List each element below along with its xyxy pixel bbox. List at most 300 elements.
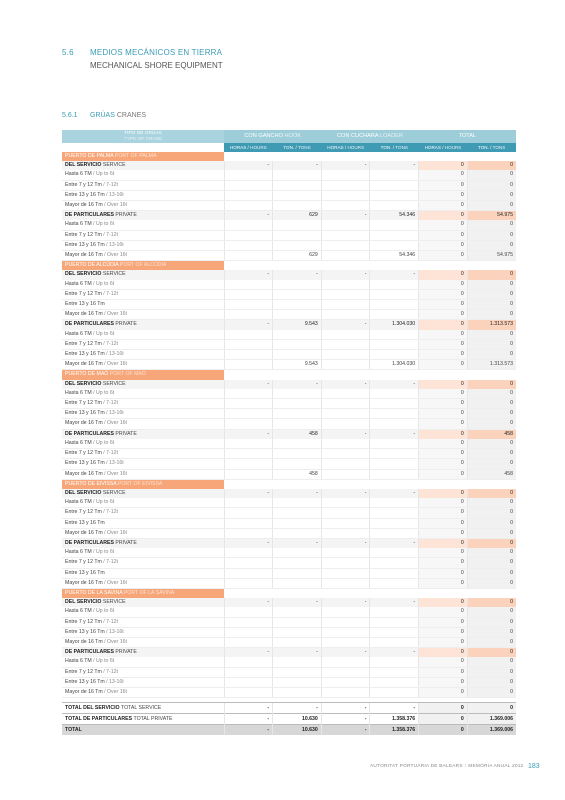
table-cell: 1.304.030: [370, 360, 419, 370]
table-cell: 0: [467, 449, 516, 459]
table-cell: 0: [419, 607, 468, 617]
table-cell: 0: [419, 310, 468, 320]
table-cell: -: [321, 270, 370, 279]
table-cell: 458: [273, 429, 322, 439]
table-cell: 0: [419, 627, 468, 637]
table-row: [62, 459, 516, 469]
table-cell: [370, 220, 419, 230]
table-cell: [370, 607, 419, 617]
table-cell: [370, 180, 419, 190]
table-cell: 458: [273, 469, 322, 479]
table-row: [62, 558, 516, 568]
table-cell: -: [321, 211, 370, 221]
table-row: [62, 518, 516, 528]
table-cell: [224, 459, 273, 469]
table-cell: [273, 220, 322, 230]
table-cell: [370, 667, 419, 677]
table-cell: 1.369.006: [467, 725, 516, 736]
col-header-hours: HORAS / HOURS: [419, 143, 468, 152]
category-label: DE PARTICULARES PRIVATE: [62, 320, 224, 330]
table-cell: [321, 360, 370, 370]
table-cell: -: [321, 489, 370, 498]
table-cell: [321, 637, 370, 647]
table-cell: [370, 230, 419, 240]
table-cell: [273, 330, 322, 340]
table-cell: [370, 300, 419, 310]
table-cell: [224, 399, 273, 409]
table-cell: [321, 220, 370, 230]
table-cell: 0: [467, 350, 516, 360]
table-cell: -: [224, 725, 273, 736]
table-row: [62, 449, 516, 459]
table-cell: [321, 657, 370, 667]
row-label: Entre 7 y 12 Tm / 7-12t: [62, 508, 224, 518]
table-row: [62, 251, 516, 261]
row-label: Hasta 6 TM / Up to 6t: [62, 607, 224, 617]
table-cell: [224, 310, 273, 320]
row-label: Entre 7 y 12 Tm / 7-12t: [62, 558, 224, 568]
table-cell: 0: [419, 230, 468, 240]
table-cell: 0: [467, 607, 516, 617]
table-cell: 0: [419, 270, 468, 279]
row-label: Entre 13 y 16 Tm / 13-16t: [62, 350, 224, 360]
table-cell: [224, 548, 273, 558]
table-cell: [321, 568, 370, 578]
table-cell: [370, 617, 419, 627]
table-cell: -: [321, 703, 370, 714]
table-cell: [321, 409, 370, 419]
table-cell: 1.313.573: [467, 320, 516, 330]
table-cell: [321, 180, 370, 190]
table-cell: 0: [467, 180, 516, 190]
table-cell: 0: [419, 339, 468, 349]
table-cell: -: [370, 429, 419, 439]
table-cell: 0: [419, 703, 468, 714]
table-cell: [273, 687, 322, 697]
row-label: Entre 7 y 12 Tm / 7-12t: [62, 399, 224, 409]
port-row: [62, 261, 516, 271]
row-label: Entre 7 y 12 Tm / 7-12t: [62, 339, 224, 349]
row-label: Entre 13 y 16 Tm / 13-16t: [62, 240, 224, 250]
row-label: Hasta 6 TM / Up to 6t: [62, 498, 224, 508]
table-cell: [321, 687, 370, 697]
table-cell: [321, 251, 370, 261]
group-header-hook: CON GANCHO HOOK: [224, 130, 321, 143]
table-cell: -: [224, 270, 273, 279]
table-row: [62, 240, 516, 250]
table-cell: 0: [467, 568, 516, 578]
table-cell: [321, 350, 370, 360]
table-cell: [224, 180, 273, 190]
table-cell: [224, 220, 273, 230]
table-cell: [273, 419, 322, 429]
table-cell: [321, 677, 370, 687]
table-cell: -: [224, 161, 273, 170]
table-cell: [273, 389, 322, 399]
table-cell: 0: [467, 399, 516, 409]
category-label: DE PARTICULARES PRIVATE: [62, 211, 224, 221]
row-label: Entre 7 y 12 Tm / 7-12t: [62, 230, 224, 240]
table-cell: [224, 339, 273, 349]
table-cell: [224, 280, 273, 290]
table-cell: 0: [419, 190, 468, 200]
table-cell: 0: [467, 578, 516, 588]
table-row: [62, 190, 516, 200]
row-label: Entre 13 y 16 Tm / 13-16t: [62, 627, 224, 637]
row-label: Mayor de 16 Tm / Over 16t: [62, 578, 224, 588]
table-cell: 0: [467, 518, 516, 528]
table-cell: [370, 637, 419, 647]
type-of-crane-header: TIPO DE GRÚAS TYPE OF CRANE: [62, 130, 224, 143]
table-row: [62, 201, 516, 211]
table-cell: 0: [419, 578, 468, 588]
table-row: [62, 687, 516, 697]
row-label: Entre 13 y 16 Tm / 13-16t: [62, 459, 224, 469]
table-cell: [370, 627, 419, 637]
table-cell: -: [370, 703, 419, 714]
table-row: [62, 439, 516, 449]
table-cell: [370, 310, 419, 320]
table-cell: 0: [419, 637, 468, 647]
table-row: [62, 548, 516, 558]
table-cell: 0: [419, 389, 468, 399]
table-cell: [273, 558, 322, 568]
table-cell: 0: [467, 598, 516, 607]
table-row: [62, 389, 516, 399]
table-cell: -: [273, 703, 322, 714]
table-cell: 0: [419, 300, 468, 310]
table-cell: 1.358.376: [370, 714, 419, 725]
table-cell: -: [370, 270, 419, 279]
table-cell: -: [224, 429, 273, 439]
port-name: PUERTO DE MAÓ PORT OF MAÓ: [62, 370, 224, 380]
table-cell: 0: [467, 220, 516, 230]
table-cell: 0: [419, 508, 468, 518]
table-cell: 458: [467, 429, 516, 439]
table-row: [62, 469, 516, 479]
col-header-tons: TON. / TONS: [273, 143, 322, 152]
table-cell: 0: [467, 558, 516, 568]
row-label: Mayor de 16 Tm / Over 16t: [62, 528, 224, 538]
table-cell: [224, 528, 273, 538]
table-cell: [273, 627, 322, 637]
total-row: [62, 714, 516, 725]
table-cell: [224, 439, 273, 449]
table-cell: 9.543: [273, 360, 322, 370]
table-cell: [224, 289, 273, 299]
table-cell: [224, 469, 273, 479]
table-cell: 0: [467, 637, 516, 647]
table-cell: [273, 548, 322, 558]
table-cell: [273, 459, 322, 469]
category-label: DE PARTICULARES PRIVATE: [62, 648, 224, 658]
table-cell: 1.358.376: [370, 725, 419, 736]
table-cell: 0: [467, 330, 516, 340]
table-cell: 0: [419, 320, 468, 330]
table-cell: 0: [467, 459, 516, 469]
table-cell: -: [273, 380, 322, 389]
table-cell: 0: [419, 648, 468, 658]
table-cell: [273, 201, 322, 211]
table-row: [62, 220, 516, 230]
table-cell: -: [224, 489, 273, 498]
port-name: PUERTO DE EIVISSA PORT OF EIVISSA: [62, 479, 224, 489]
table-cell: -: [321, 648, 370, 658]
subsection-title-en: CRANES: [116, 112, 147, 119]
table-cell: [273, 170, 322, 180]
table-cell: 0: [467, 230, 516, 240]
table-cell: [224, 568, 273, 578]
table-cell: 0: [419, 280, 468, 290]
table-cell: 0: [419, 180, 468, 190]
table-cell: 10.630: [273, 725, 322, 736]
table-cell: [224, 498, 273, 508]
table-cell: -: [224, 648, 273, 658]
table-cell: -: [370, 489, 419, 498]
table-cell: 0: [419, 667, 468, 677]
table-cell: [321, 230, 370, 240]
table-cell: 0: [419, 568, 468, 578]
table-cell: 0: [467, 617, 516, 627]
table-cell: 0: [467, 627, 516, 637]
row-label: Entre 7 y 12 Tm / 7-12t: [62, 180, 224, 190]
table-cell: [370, 419, 419, 429]
table-cell: 0: [467, 339, 516, 349]
table-cell: [370, 528, 419, 538]
table-cell: [370, 568, 419, 578]
category-label: DE PARTICULARES PRIVATE: [62, 538, 224, 548]
table-row: [62, 578, 516, 588]
table-row: [62, 339, 516, 349]
table-cell: 0: [419, 538, 468, 548]
table-cell: 1.304.030: [370, 320, 419, 330]
footer: AUTORITAT PORTUÀRIA DE BALEARS / MEMÒRIA ANUAL 2012: [370, 764, 524, 769]
col-header-tons: TON. / TONS: [467, 143, 516, 152]
table-cell: [273, 280, 322, 290]
table-cell: 0: [419, 518, 468, 528]
row-label: Entre 13 y 16 Tm: [62, 568, 224, 578]
table-cell: [224, 508, 273, 518]
table-cell: 629: [273, 251, 322, 261]
table-cell: 54.346: [370, 251, 419, 261]
table-row: [62, 350, 516, 360]
cranes-table: [62, 130, 516, 735]
footer-org: AUTORITAT PORTUÀRIA DE BALEARS: [370, 764, 463, 769]
subsection-number: 5.6.1: [62, 112, 78, 119]
table-cell: [321, 439, 370, 449]
category-row: [62, 270, 516, 279]
table-cell: 0: [419, 459, 468, 469]
table-cell: [224, 558, 273, 568]
table-cell: [273, 180, 322, 190]
row-label: Mayor de 16 Tm / Over 16t: [62, 310, 224, 320]
table-cell: [370, 350, 419, 360]
table-cell: [273, 607, 322, 617]
table-cell: [321, 240, 370, 250]
table-cell: 0: [419, 598, 468, 607]
table-cell: [370, 459, 419, 469]
port-name: PUERTO DE PALMA PORT OF PALMA: [62, 152, 224, 161]
table-cell: 0: [467, 687, 516, 697]
row-label: Entre 7 y 12 Tm / 7-12t: [62, 667, 224, 677]
table-cell: 9.543: [273, 320, 322, 330]
category-label: DEL SERVICIO SERVICE: [62, 161, 224, 170]
table-cell: [224, 419, 273, 429]
table-cell: 0: [419, 161, 468, 170]
table-cell: -: [321, 598, 370, 607]
table-row: [62, 419, 516, 429]
table-cell: [321, 280, 370, 290]
table-cell: [273, 498, 322, 508]
section-title: MEDIOS MECÁNICOS EN TIERRA: [90, 48, 223, 57]
table-cell: [273, 449, 322, 459]
table-cell: [224, 677, 273, 687]
table-cell: 0: [419, 677, 468, 687]
table-cell: 0: [419, 220, 468, 230]
table-cell: [321, 508, 370, 518]
table-body: [62, 152, 516, 735]
row-label: Entre 7 y 12 Tm / 7-12t: [62, 289, 224, 299]
table-cell: [273, 300, 322, 310]
table-cell: [321, 459, 370, 469]
table-cell: 0: [467, 409, 516, 419]
table-cell: [224, 230, 273, 240]
table-cell: [224, 518, 273, 528]
table-row: [62, 667, 516, 677]
table-cell: [224, 578, 273, 588]
table-cell: [273, 240, 322, 250]
table-cell: [224, 300, 273, 310]
table-cell: [273, 439, 322, 449]
subsection-heading: [62, 112, 146, 119]
table-cell: [370, 548, 419, 558]
table-cell: [224, 687, 273, 697]
table-cell: 0: [419, 617, 468, 627]
category-row: [62, 538, 516, 548]
port-row: [62, 370, 516, 380]
port-row: [62, 152, 516, 161]
table-cell: -: [370, 598, 419, 607]
row-label: Hasta 6 TM / Up to 6t: [62, 389, 224, 399]
table-cell: 0: [419, 211, 468, 221]
table-cell: 0: [419, 399, 468, 409]
table-cell: 0: [419, 429, 468, 439]
table-cell: [370, 508, 419, 518]
table-row: [62, 637, 516, 647]
table-row: [62, 280, 516, 290]
category-label: DEL SERVICIO SERVICE: [62, 598, 224, 607]
table-cell: 0: [467, 498, 516, 508]
table-row: [62, 399, 516, 409]
col-header-hours: HORAS / HOURS: [321, 143, 370, 152]
table-cell: -: [273, 538, 322, 548]
table-cell: 0: [419, 548, 468, 558]
table-cell: 0: [467, 489, 516, 498]
table-cell: [273, 617, 322, 627]
category-row: [62, 380, 516, 389]
row-label: Hasta 6 TM / Up to 6t: [62, 657, 224, 667]
table-cell: 0: [419, 657, 468, 667]
table-cell: 54.346: [370, 211, 419, 221]
table-cell: [321, 330, 370, 340]
category-label: DEL SERVICIO SERVICE: [62, 380, 224, 389]
table-cell: [273, 289, 322, 299]
table-cell: 0: [467, 677, 516, 687]
total-label: TOTAL: [62, 725, 224, 736]
table-cell: [321, 607, 370, 617]
row-label: Entre 13 y 16 Tm / 13-16t: [62, 190, 224, 200]
table-cell: 0: [467, 667, 516, 677]
table-cell: -: [321, 429, 370, 439]
table-cell: 0: [419, 498, 468, 508]
row-label: Hasta 6 TM / Up to 6t: [62, 280, 224, 290]
table-cell: [370, 201, 419, 211]
table-cell: 0: [419, 330, 468, 340]
table-cell: -: [321, 725, 370, 736]
col-header-hours: HORAS / HOURS: [224, 143, 273, 152]
table-cell: 0: [419, 170, 468, 180]
port-row: [62, 588, 516, 598]
table-cell: [370, 409, 419, 419]
table-cell: [273, 637, 322, 647]
table-cell: [273, 677, 322, 687]
table-cell: [321, 528, 370, 538]
table-cell: [273, 578, 322, 588]
table-cell: [321, 449, 370, 459]
footer-report: MEMÒRIA ANUAL 2012: [468, 764, 524, 769]
row-label: Entre 7 y 12 Tm / 7-12t: [62, 617, 224, 627]
table-cell: -: [370, 538, 419, 548]
table-cell: [321, 190, 370, 200]
table-cell: [224, 617, 273, 627]
table-cell: [273, 518, 322, 528]
table-cell: 0: [467, 439, 516, 449]
category-row: [62, 161, 516, 170]
table-cell: [321, 617, 370, 627]
table-cell: -: [273, 161, 322, 170]
table-cell: 0: [419, 350, 468, 360]
section-number: 5.6: [62, 48, 74, 57]
table-cell: [370, 469, 419, 479]
table-cell: [224, 627, 273, 637]
row-label: Mayor de 16 Tm / Over 16t: [62, 687, 224, 697]
table-cell: -: [224, 703, 273, 714]
table-row: [62, 310, 516, 320]
table-cell: [370, 280, 419, 290]
table-cell: 0: [467, 161, 516, 170]
table-cell: -: [273, 489, 322, 498]
table-cell: -: [224, 380, 273, 389]
table-cell: [370, 190, 419, 200]
table-cell: [224, 389, 273, 399]
table-cell: -: [224, 538, 273, 548]
table-cell: [370, 498, 419, 508]
table-cell: [224, 667, 273, 677]
table-cell: [321, 289, 370, 299]
table-cell: 0: [467, 528, 516, 538]
table-cell: [273, 399, 322, 409]
table-cell: -: [224, 714, 273, 725]
row-label: Mayor de 16 Tm / Over 16t: [62, 637, 224, 647]
table-cell: 0: [467, 300, 516, 310]
table-cell: [321, 558, 370, 568]
table-cell: 0: [419, 360, 468, 370]
table-cell: 0: [419, 725, 468, 736]
subsection-title: GRÚAS: [90, 112, 115, 119]
table-cell: [224, 607, 273, 617]
table-cell: 0: [467, 201, 516, 211]
table-cell: -: [370, 161, 419, 170]
